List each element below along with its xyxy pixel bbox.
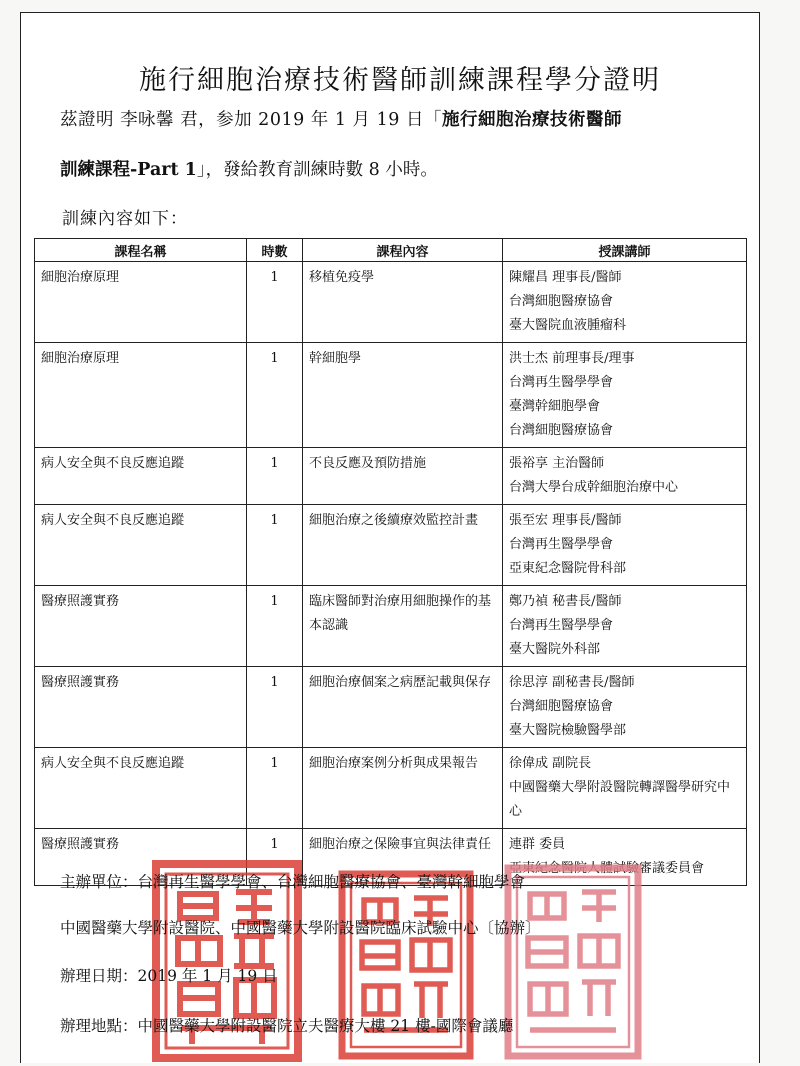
lecturer-line: 陳耀昌 理事長/醫師: [509, 270, 622, 285]
lecturer-line: 亞東紀念醫院骨科部: [509, 561, 627, 576]
co-organizer-line: 中國醫藥大學附設醫院、中國醫藥大學附設醫院臨床試驗中心〔協辦〕: [60, 919, 541, 937]
statement-line-1: [60, 106, 622, 131]
lecturer-cell: [503, 505, 747, 586]
course-name-cell: 細胞治療原理: [35, 343, 247, 448]
lecturer-line: 台灣細胞醫療協會: [509, 294, 614, 309]
header-lecturer: 授課講師: [503, 239, 747, 262]
lecturer-line: 鄭乃禎 秘書長/醫師: [509, 594, 622, 609]
lecturer-line: 台灣細胞醫療協會: [509, 699, 614, 714]
hours-cell: 1: [247, 343, 303, 448]
lecturer-cell: [503, 343, 747, 448]
lecturer-line: 連群 委員: [509, 837, 566, 852]
lecturer-line: 臺大醫院血液腫瘤科: [509, 318, 627, 333]
date-line: 辦理日期：2019 年 1 月 19 日: [60, 967, 278, 985]
lecturer-line: 中國醫藥大學附設醫院轉譯醫學研究中心: [509, 780, 731, 819]
content-intro: 訓練內容如下：: [62, 209, 188, 229]
statement-prefix: 茲證明 李咏馨 君，参加 2019 年 1 月 19 日「: [60, 110, 442, 130]
course-content-cell: 細胞治療之保險事宜與法律責任: [303, 829, 503, 886]
hours-cell: 1: [247, 262, 303, 343]
hours-cell: 1: [247, 586, 303, 667]
table-header-row: [35, 239, 747, 262]
lecturer-cell: [503, 748, 747, 829]
header-content: 課程內容: [303, 239, 503, 262]
hours-cell: 1: [247, 667, 303, 748]
lecturer-line: 台灣再生醫學學會: [509, 375, 614, 390]
course-name-part2: 訓練課程-Part 1: [60, 160, 197, 180]
course-content-cell: 幹細胞學: [303, 343, 503, 448]
statement-suffix: 」，發給教育訓練時數 8 小時。: [196, 160, 438, 180]
certificate-title: 施行細胞治療技術醫師訓練課程學分證明: [139, 65, 661, 96]
course-table: [34, 238, 747, 886]
statement-line-2: [60, 156, 438, 181]
course-content-cell: 細胞治療個案之病歷記載與保存: [303, 667, 503, 748]
lecturer-line: 台灣再生醫學學會: [509, 537, 614, 552]
course-name-cell: 醫療照護實務: [35, 667, 247, 748]
course-content-cell: 細胞治療案例分析與成果報告: [303, 748, 503, 829]
pink-seal-right: [504, 864, 642, 1060]
course-name-cell: 醫療照護實務: [35, 586, 247, 667]
lecturer-line: 臺灣幹細胞學會: [509, 399, 601, 414]
course-name-cell: 病人安全與不良反應追蹤: [35, 505, 247, 586]
header-course-name: 課程名稱: [35, 239, 247, 262]
hours-cell: 1: [247, 448, 303, 505]
lecturer-line: 張裕享 主治醫師: [509, 456, 605, 471]
course-content-cell: 臨床醫師對治療用細胞操作的基本認識: [303, 586, 503, 667]
lecturer-line: 徐思淳 副秘書長/醫師: [509, 675, 635, 690]
lecturer-line: 台灣大學台成幹細胞治療中心: [509, 480, 679, 495]
course-name-cell: 醫療照護實務: [35, 829, 247, 886]
lecturer-cell: [503, 262, 747, 343]
table-row: [35, 667, 747, 748]
course-name-part1: 施行細胞治療技術醫師: [441, 110, 622, 130]
lecturer-line: 臺大醫院檢驗醫學部: [509, 723, 627, 738]
course-content-cell: 不良反應及預防措施: [303, 448, 503, 505]
course-name-cell: 細胞治療原理: [35, 262, 247, 343]
lecturer-line: 徐偉成 副院長: [509, 756, 592, 771]
lecturer-cell: [503, 586, 747, 667]
course-name-cell: 病人安全與不良反應追蹤: [35, 748, 247, 829]
venue-line: 辦理地點：中國醫藥大學附設醫院立夫醫療大樓 21 樓-國際會議廳: [60, 1017, 514, 1035]
lecturer-cell: [503, 667, 747, 748]
lecturer-line: 亞東紀念醫院人體試驗審議委員會: [509, 861, 705, 876]
organizer-line: 主辦單位：台灣再生醫學學會、台灣細胞醫療協會、臺灣幹細胞學會: [60, 873, 526, 891]
table-row: [35, 748, 747, 829]
table-row: [35, 262, 747, 343]
lecturer-line: 台灣細胞醫療協會: [509, 423, 614, 438]
hours-cell: 1: [247, 505, 303, 586]
lecturer-line: 洪士杰 前理事長/理事: [509, 351, 635, 366]
lecturer-line: 台灣再生醫學學會: [509, 618, 614, 633]
table-row: [35, 586, 747, 667]
table-row: [35, 343, 747, 448]
course-content-cell: 移植免疫學: [303, 262, 503, 343]
table-row: [35, 505, 747, 586]
course-content-cell: 細胞治療之後續療效監控計畫: [303, 505, 503, 586]
lecturer-line: 張至宏 理事長/醫師: [509, 513, 622, 528]
lecturer-cell: [503, 448, 747, 505]
hours-cell: 1: [247, 748, 303, 829]
lecturer-line: 臺大醫院外科部: [509, 642, 601, 657]
hours-cell: 1: [247, 829, 303, 886]
course-name-cell: 病人安全與不良反應追蹤: [35, 448, 247, 505]
table-row: [35, 448, 747, 505]
header-hours: 時數: [247, 239, 303, 262]
